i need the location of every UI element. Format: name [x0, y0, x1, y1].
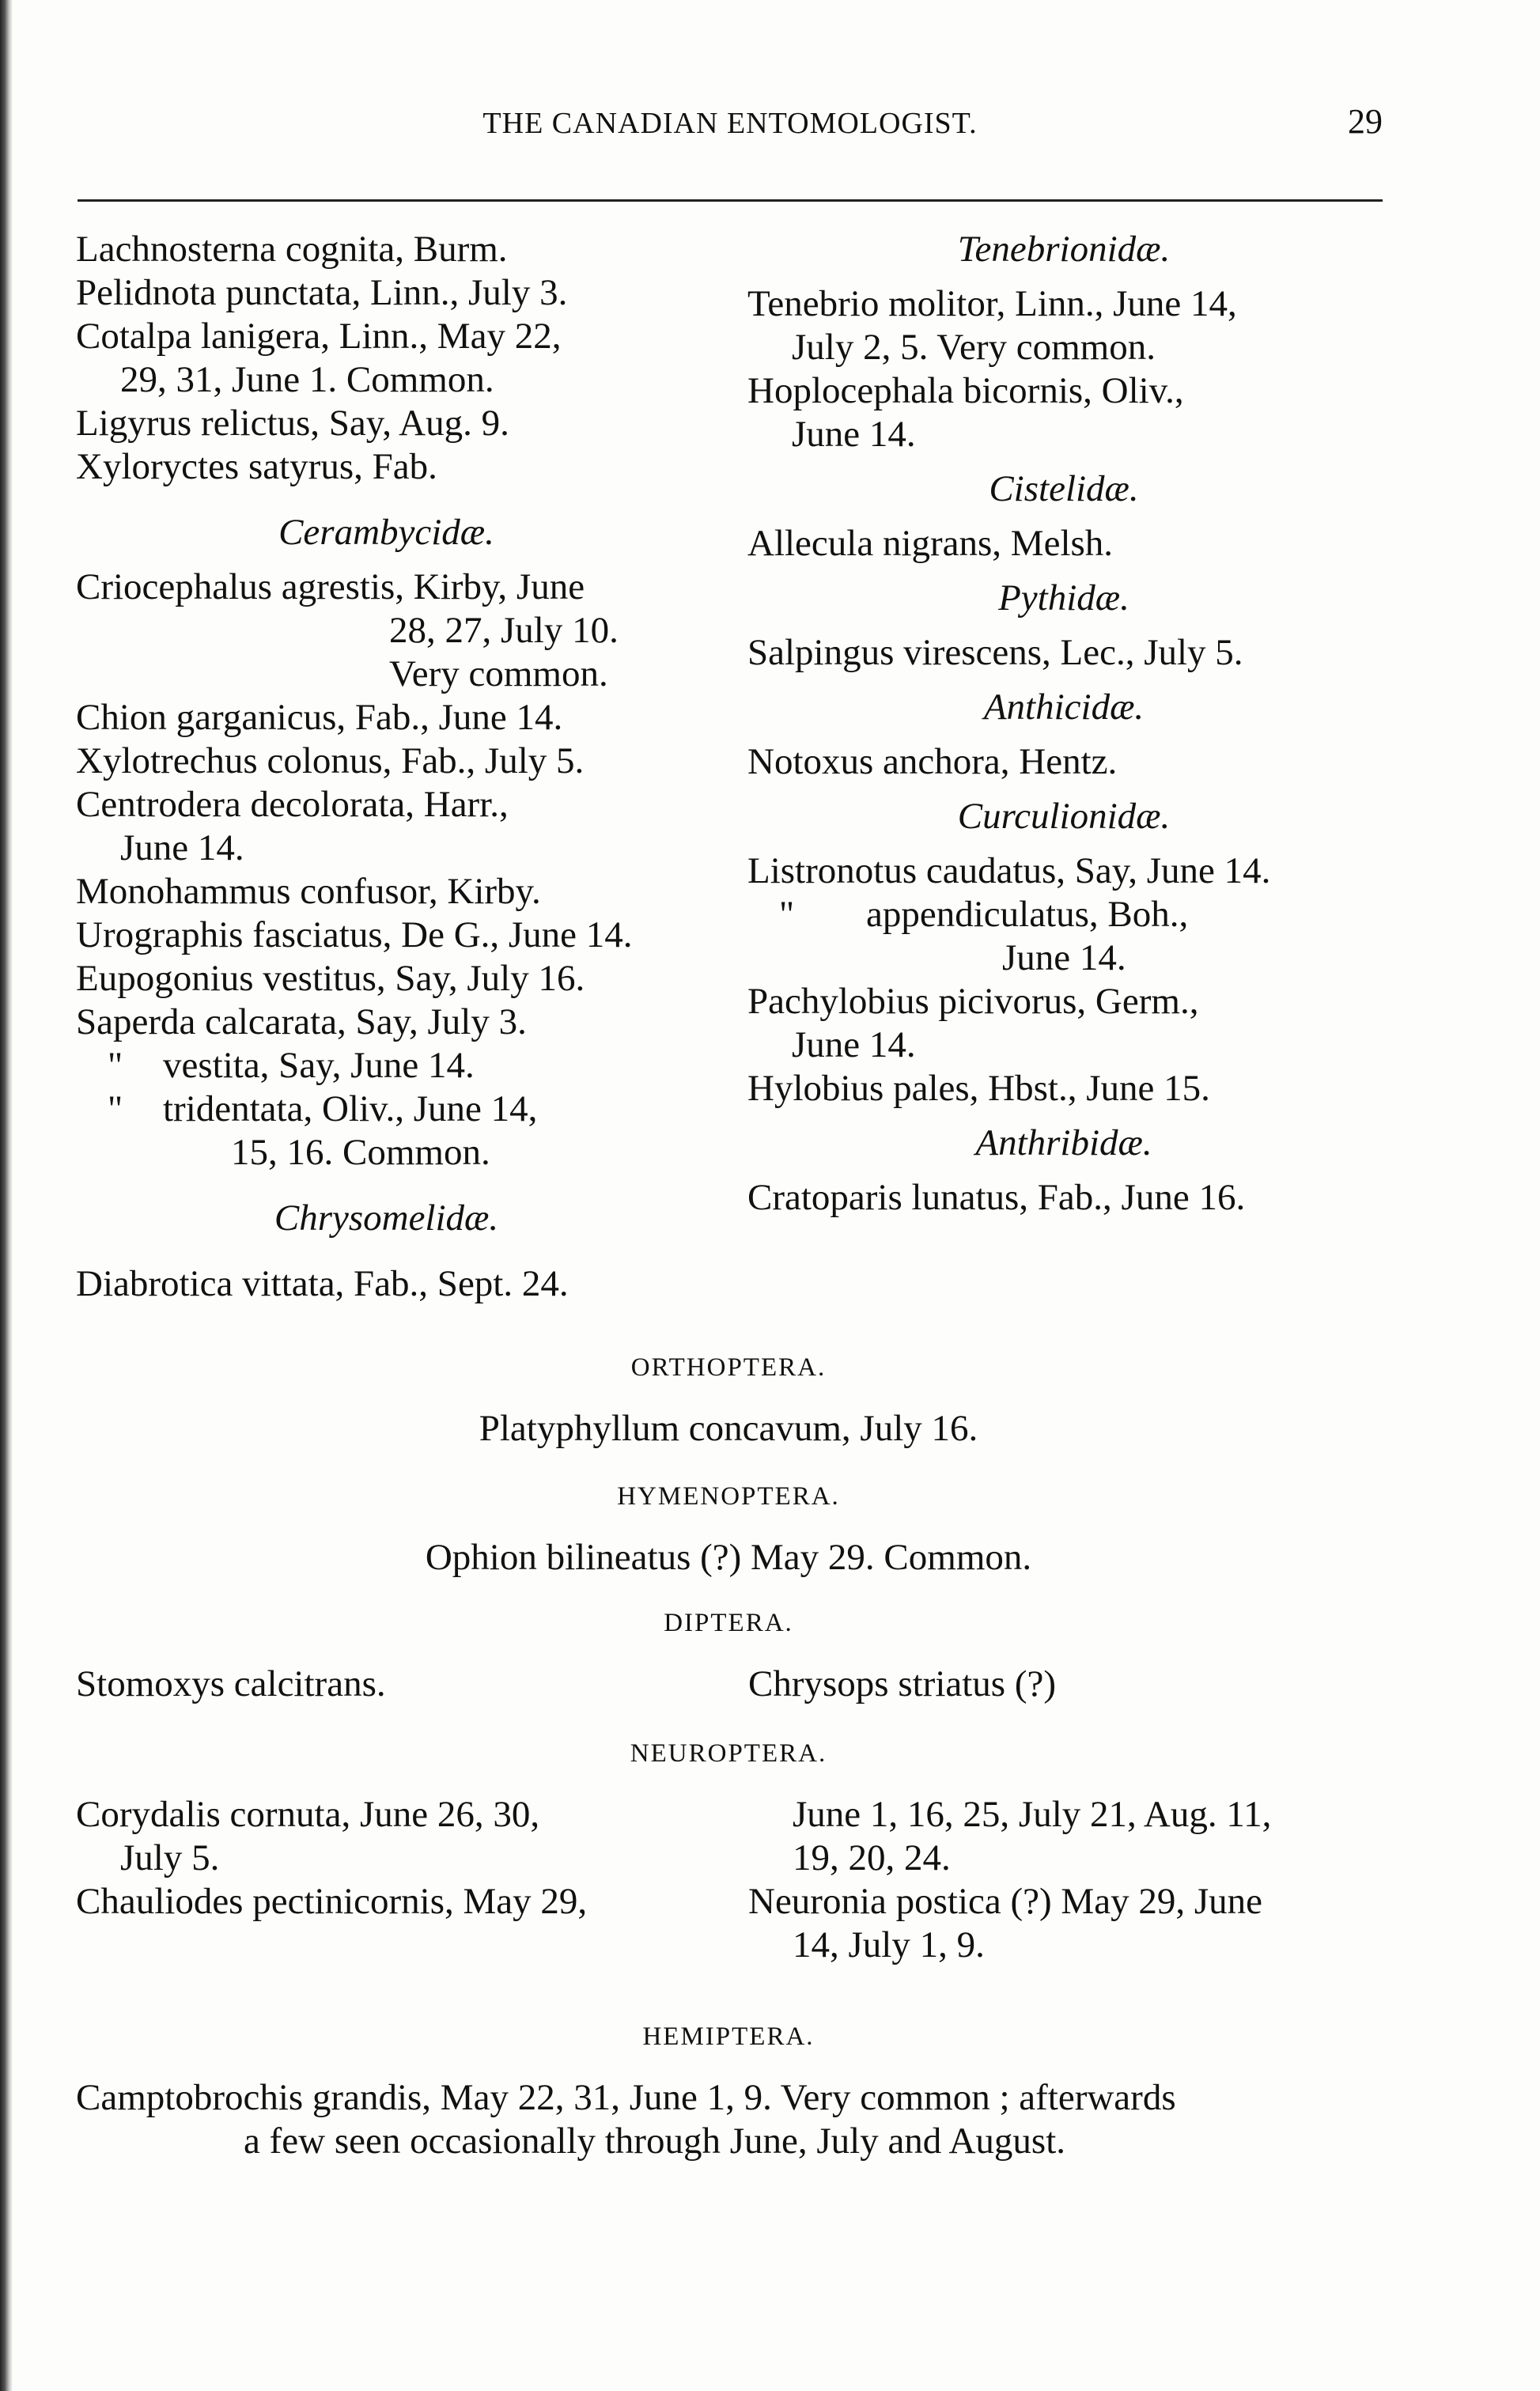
page-number: 29	[1348, 102, 1383, 141]
species-entry: Xylotrechus colonus, Fab., July 5.	[76, 740, 585, 781]
order-heading: HEMIPTERA.	[642, 2022, 815, 2051]
species-entry-continuation: a few seen occasionally through June, July and August.	[244, 2120, 1066, 2162]
diptera-section	[76, 1602, 1381, 1706]
species-entry-continuation: 15, 16. Common.	[231, 1132, 490, 1173]
left-column	[76, 228, 697, 1306]
species-entry: Pachylobius picivorus, Germ.,	[747, 981, 1199, 1022]
orthoptera-section	[76, 1346, 1381, 1451]
family-heading: Cistelidæ.	[989, 468, 1139, 509]
species-entry-continuation: June 14.	[120, 827, 244, 868]
family-heading: Cerambycidæ.	[278, 512, 494, 553]
species-entry: Cotalpa lanigera, Linn., May 22,	[76, 316, 562, 357]
species-entry: Tenebrio molitor, Linn., June 14,	[747, 283, 1237, 324]
species-entry: Chrysops striatus (?)	[748, 1663, 1057, 1704]
right-column	[747, 228, 1380, 1220]
species-entry: Chauliodes pectinicornis, May 29,	[76, 1881, 588, 1922]
species-entry: Hylobius pales, Hbst., June 15.	[747, 1068, 1210, 1109]
species-entry: Hoplocephala bicornis, Oliv.,	[747, 370, 1184, 411]
species-entry-continuation: 14, July 1, 9.	[793, 1924, 985, 1965]
scanned-page-edge	[0, 0, 13, 2391]
species-entry: Chion garganicus, Fab., June 14.	[76, 697, 563, 738]
species-entry: Corydalis cornuta, June 26, 30,	[76, 1794, 540, 1835]
order-heading: NEUROPTERA.	[630, 1739, 827, 1768]
family-heading: Tenebrionidæ.	[957, 229, 1171, 270]
species-entry: Saperda calcarata, Say, July 3.	[76, 1001, 527, 1042]
species-entry: " vestita, Say, June 14.	[76, 1044, 697, 1088]
species-entry: Salpingus virescens, Lec., July 5.	[747, 632, 1243, 673]
order-heading: DIPTERA.	[664, 1609, 793, 1637]
species-entry-continuation: June 14.	[792, 414, 916, 455]
ditto-mark: "	[779, 894, 795, 935]
neuroptera-left	[76, 1793, 701, 1967]
species-entry: Lachnosterna cognita, Burm.	[76, 229, 508, 270]
neuroptera-right	[748, 1793, 1381, 1967]
species-entry-continuation: 19, 20, 24.	[793, 1837, 951, 1878]
species-entry-continuation: June 14.	[792, 1024, 916, 1065]
header-rule	[78, 199, 1383, 202]
species-entry: Neuronia postica (?) May 29, June	[748, 1881, 1262, 1922]
order-heading: HYMENOPTERA.	[617, 1482, 840, 1511]
family-heading: Pythidæ.	[998, 577, 1129, 619]
order-heading: ORTHOPTERA.	[630, 1353, 827, 1382]
species-entry: Cratoparis lunatus, Fab., June 16.	[747, 1177, 1246, 1218]
species-entry: " tridentata, Oliv., June 14,	[76, 1088, 697, 1131]
family-heading: Curculionidæ.	[957, 796, 1171, 837]
species-entry: Ligyrus relictus, Say, Aug. 9.	[76, 403, 509, 444]
ditto-mark: "	[108, 1045, 123, 1086]
hemiptera-section	[76, 2015, 1381, 2163]
species-entry: Stomoxys calcitrans.	[76, 1663, 386, 1704]
species-entry-continuation: Very common.	[389, 653, 608, 694]
species-entry: Platyphyllum concavum, July 16.	[479, 1408, 978, 1449]
species-entry-continuation: June 1, 16, 25, July 21, Aug. 11,	[793, 1794, 1272, 1835]
species-entry: Diabrotica vittata, Fab., Sept. 24.	[76, 1263, 569, 1304]
species-entry: Criocephalus agrestis, Kirby, June	[76, 566, 585, 607]
species-entry: Xyloryctes satyrus, Fab.	[76, 446, 437, 487]
species-entry: Ophion bilineatus (?) May 29. Common.	[425, 1537, 1032, 1578]
species-entry: Notoxus anchora, Hentz.	[747, 741, 1118, 782]
species-entry: Centrodera decolorata, Harr.,	[76, 784, 509, 825]
species-entry-continuation: July 5.	[120, 1837, 220, 1878]
species-entry-continuation: June 14.	[1002, 937, 1126, 978]
running-title: THE CANADIAN ENTOMOLOGIST.	[482, 107, 978, 140]
species-entry: " appendiculatus, Boh.,	[747, 893, 1380, 936]
species-entry-continuation: July 2, 5. Very common.	[792, 327, 1156, 368]
family-heading: Anthribidæ.	[975, 1122, 1152, 1163]
species-entry-continuation: 28, 27, July 10.	[389, 610, 619, 651]
page-header	[78, 101, 1383, 149]
species-entry: Pelidnota punctata, Linn., July 3.	[76, 272, 568, 313]
species-entry: Urographis fasciatus, De G., June 14.	[76, 914, 633, 955]
neuroptera-section	[76, 1732, 1381, 1967]
species-entry: Monohammus confusor, Kirby.	[76, 871, 541, 912]
species-entry: Listronotus caudatus, Say, June 14.	[747, 850, 1271, 891]
family-heading: Chrysomelidæ.	[274, 1197, 499, 1239]
species-entry-continuation: 29, 31, June 1. Common.	[120, 359, 494, 400]
hymenoptera-section	[76, 1475, 1381, 1579]
ditto-mark: "	[108, 1088, 123, 1129]
species-entry: Eupogonius vestitus, Say, July 16.	[76, 958, 585, 999]
family-heading: Anthicidæ.	[983, 687, 1145, 728]
species-entry: Camptobrochis grandis, May 22, 31, June 1, 9. Very common ; afterwards	[76, 2077, 1176, 2118]
species-entry: Allecula nigrans, Melsh.	[747, 523, 1114, 564]
